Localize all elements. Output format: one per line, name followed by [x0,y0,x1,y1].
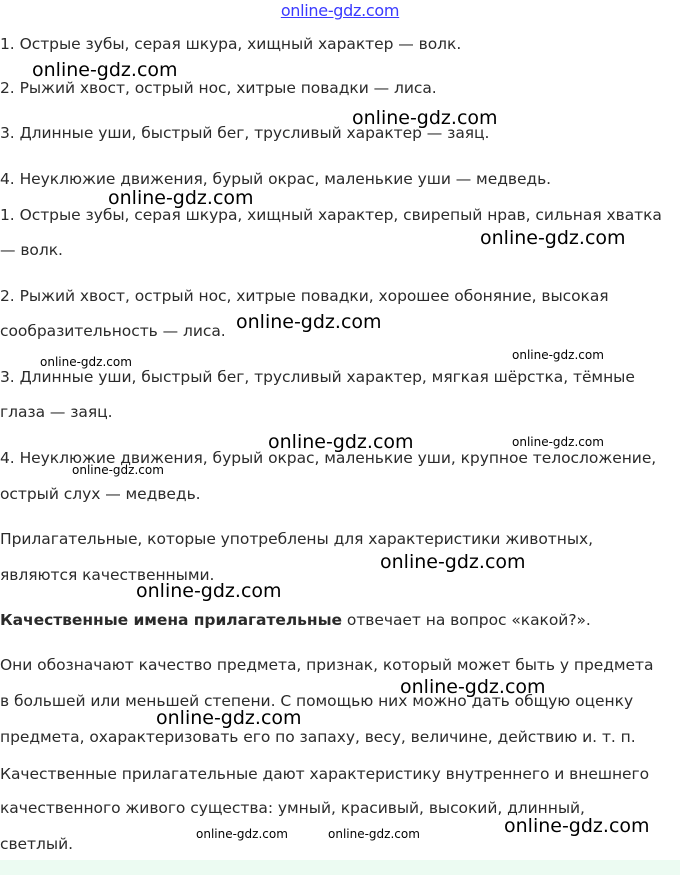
watermark-text: online-gdz.com [328,827,420,841]
text-line: 4. Неуклюжие движения, бурый окрас, маленькие уши — медведь. [0,170,552,188]
watermark-text: online-gdz.com [504,815,650,837]
text-line: являются качественными. [0,566,215,584]
text-line: Они обозначают качество предмета, признак, который может быть у предмета [0,656,654,674]
text-line-definition [0,610,591,630]
text-line: 2. Рыжий хвост, острый нос, хитрые повадки — лиса. [0,79,437,97]
header-site-link[interactable]: online-gdz.com [280,1,400,20]
definition-text: отвечает на вопрос «какой?». [346,611,591,629]
text-line: 3. Длинные уши, быстрый бег, трусливый характер — заяц. [0,124,490,142]
watermark-text: online-gdz.com [400,676,546,698]
text-line: предмета, охарактеризовать его по запаху, весу, величине, действию и. т. п. [0,728,636,746]
text-line: Качественные прилагательные дают характеристику внутреннего и внешнего [0,765,650,783]
watermark-text: online-gdz.com [136,580,282,602]
text-line: острый слух — медведь. [0,485,201,503]
bold-term: Качественные имена прилагательные [0,611,342,629]
watermark-text: online-gdz.com [32,59,178,81]
bottom-band [0,860,680,875]
watermark-text: online-gdz.com [352,107,498,129]
watermark-text: online-gdz.com [268,431,414,453]
text-line: светлый. [0,835,73,853]
text-line: — волк. [0,241,63,259]
text-line: глаза — заяц. [0,403,113,421]
watermark-text: online-gdz.com [380,551,526,573]
text-line: 2. Рыжий хвост, острый нос, хитрые повадки, хорошее обоняние, высокая [0,287,609,305]
watermark-text: online-gdz.com [40,355,132,369]
text-line: 1. Острые зубы, серая шкура, хищный характер, свирепый нрав, сильная хватка [0,206,662,224]
watermark-text: online-gdz.com [196,827,288,841]
watermark-text: online-gdz.com [156,707,302,729]
text-line: 1. Острые зубы, серая шкура, хищный характер — волк. [0,35,462,53]
text-line: Прилагательные, которые употреблены для характеристики животных, [0,530,594,548]
text-line: 3. Длинные уши, быстрый бег, трусливый характер, мягкая шёрстка, тёмные [0,368,635,386]
watermark-text: online-gdz.com [512,435,604,449]
watermark-text: online-gdz.com [72,463,164,477]
text-line: в большей или меньшей степени. С помощью них можно дать общую оценку [0,692,634,710]
watermark-text: online-gdz.com [480,227,626,249]
text-line: качественного живого существа: умный, красивый, высокий, длинный, [0,799,585,817]
text-line: сообразительность — лиса. [0,322,226,340]
watermark-text: online-gdz.com [108,187,254,209]
watermark-text: online-gdz.com [236,311,382,333]
watermark-text: online-gdz.com [512,348,604,362]
text-line: 4. Неуклюжие движения, бурый окрас, маленькие уши, крупное телосложение, [0,449,657,467]
